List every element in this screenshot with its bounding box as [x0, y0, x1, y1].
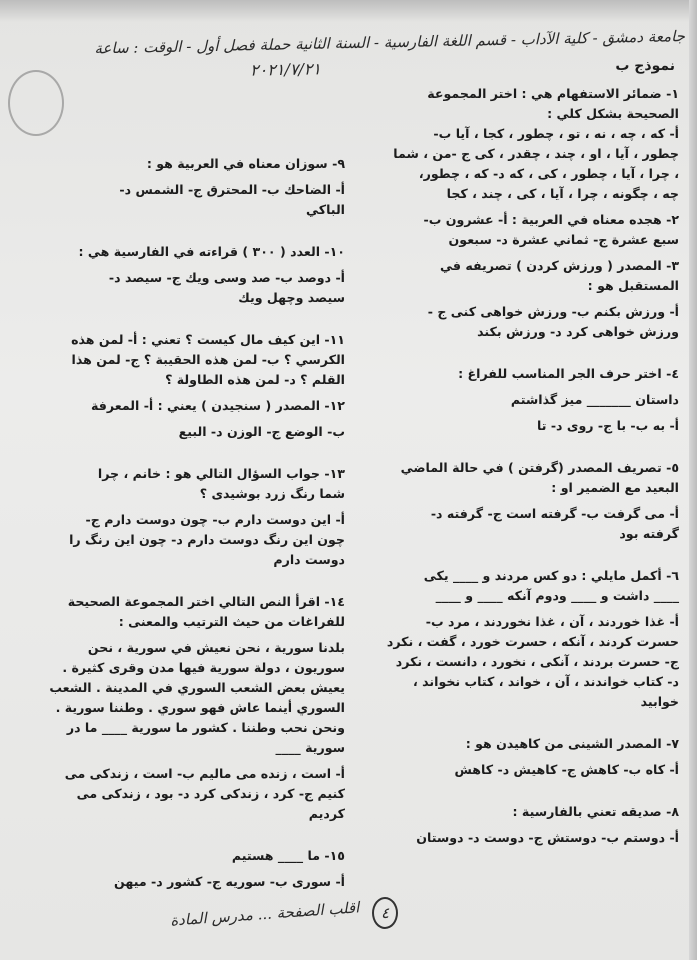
- question-q12: [35, 396, 345, 416]
- question-q8a: [379, 828, 679, 848]
- question-line: ١٠- العدد ( ٣٠٠ ) قراءته في الفارسية هي :: [78, 244, 345, 259]
- question-line: للفراغات من حيث الترتيب والمعنى :: [118, 614, 345, 629]
- question-line: ١١- اين كيف مال كيست ؟ تعني : أ- لمن هذه: [71, 332, 345, 347]
- right-column: [379, 80, 679, 870]
- question-q10: [35, 242, 345, 262]
- question-line: أ- الضاحك ب- المحترق ج- الشمس د-: [119, 182, 345, 197]
- question-line: ٥- تصريف المصدر (گرفتن ) في حالة الماضي: [400, 460, 679, 475]
- question-line: ١- ضمائر الاستفهام هي : اختر المجموعة: [427, 86, 679, 101]
- question-line: خوابيد: [640, 694, 679, 709]
- question-q11: [35, 330, 345, 390]
- question-line: د- كتاب خواندند ، آن ، خواند ، كتاب نخواند ،: [412, 674, 679, 689]
- question-q8: [379, 802, 679, 822]
- question-q14t: [35, 638, 345, 758]
- question-q13: [35, 464, 345, 504]
- question-line: ورزش خواهى كرد د- ورزش بكند: [477, 324, 679, 339]
- left-column: [35, 150, 345, 914]
- question-line: أ- غذا خوردند ، آن ، غذا نخوردند ، مرد ب-: [425, 614, 679, 629]
- question-q4: [379, 364, 679, 384]
- question-line: بلدنا سورية ، نحن نعيش في سورية ، نحن: [87, 640, 345, 655]
- question-line: ، چرا ، آيا ، چطور ، كى ، كه د- كه ، چطور،: [418, 166, 679, 181]
- question-line: ١٣- جواب السؤال التالي هو : خانم ، چرا: [97, 466, 345, 481]
- question-line: شما رنگ زرد بوشيدى ؟: [199, 486, 345, 501]
- question-q3: [379, 256, 679, 296]
- question-q7a: [379, 760, 679, 780]
- paper-edge: [689, 0, 697, 960]
- question-q13a: [35, 510, 345, 570]
- question-line: ____ داشت و ____ ودوم آنكه ____ و ____: [435, 588, 679, 603]
- question-line: الباكي: [306, 202, 345, 217]
- question-line: السوري أينما عاش فهو سوري . وطننا سورية .: [55, 700, 345, 715]
- question-line: أ- مى گرفت ب- گرفته است ج- گرفته د-: [430, 506, 679, 521]
- question-line: چون اين رنگ دوست دارم د- چون اين رنگ را: [69, 532, 345, 547]
- paper-top-shadow: [0, 0, 697, 22]
- question-line: ٨- صديقه تعني بالفارسية :: [512, 804, 679, 819]
- question-line: كرديم: [308, 806, 345, 821]
- question-line: ٣- المصدر ( ورزش كردن ) تصريفه في: [439, 258, 679, 273]
- question-line: أ- كاه ب- كاهش ج- كاهيش د- كاهش: [454, 762, 679, 777]
- question-q9a: [35, 180, 345, 220]
- question-line: يعيش بعض الشعب السوري في المدينة . الشعب: [49, 680, 345, 695]
- question-line: البعيد مع الضمير او :: [551, 480, 679, 495]
- question-line: ج- حسرت بردند ، آنكى ، نخورد ، دانست ، نكرد: [395, 654, 679, 669]
- exam-date: ٢٠٢١/٧/٢١: [249, 59, 322, 80]
- model-label: نموذج ب: [615, 58, 675, 74]
- question-line: ونحن نحب وطننا . كشور ما سورية ____ ما در: [66, 720, 345, 735]
- question-q10a: [35, 268, 345, 308]
- question-q15: [35, 846, 345, 866]
- question-line: گرفته بود: [619, 526, 679, 541]
- question-line: أ- است ، زنده مى ماليم ب- است ، زندكى مى: [64, 766, 345, 781]
- question-line: سبع عشرة ج- ثماني عشرة د- سبعون: [448, 232, 679, 247]
- question-q5: [379, 458, 679, 498]
- question-line: چه ، چگونه ، چرا ، آيا ، كى ، چند ، كجا: [446, 186, 679, 201]
- question-line: ٦- أكمل مايلي : دو كس مردند و ____ يكى: [423, 568, 679, 583]
- question-line: ١٤- اقرأ النص التالي اختر المجموعة الصحيحة: [67, 594, 345, 609]
- question-line: أ- دوصد ب- صد وسى ويك ج- سيصد د-: [108, 270, 345, 285]
- question-q6: [379, 566, 679, 606]
- question-q9: [35, 154, 345, 174]
- question-line: حسرت كردند ، آنكه ، حسرت خورد ، گفت ، نكرد: [386, 634, 679, 649]
- question-line: ٤- اختر حرف الجر المناسب للفراغ :: [458, 366, 679, 381]
- handwritten-header: جامعة دمشق - كلية الآداب - قسم اللغة الفارسية - السنة الثانية حملة فصل أول - الوقت : ساعة: [94, 27, 686, 58]
- question-line: القلم ؟ د- لمن هذه الطاولة ؟: [165, 372, 345, 387]
- question-q4a: [379, 416, 679, 436]
- question-line: داستان _______ ميز گذاشتم: [510, 392, 679, 407]
- question-line: أ- اين دوست دارم ب- چون دوست دارم ج-: [85, 512, 345, 527]
- question-line: ٧- المصدر الشينى من كاهيدن هو :: [465, 736, 679, 751]
- page-number: ٤: [372, 897, 398, 929]
- question-q3a: [379, 302, 679, 342]
- question-line: دوست دارم: [273, 552, 345, 567]
- question-line: أ- به ب- با ج- روى د- تا: [536, 418, 679, 433]
- stamp-seal: [8, 70, 64, 136]
- question-line: كنيم ج- كرد ، زندكى كرد د- بود ، زندكى مى: [76, 786, 345, 801]
- question-q4s: [379, 390, 679, 410]
- question-line: الكرسي ؟ ب- لمن هذه الحقيبة ؟ ج- لمن هذا: [71, 352, 345, 367]
- question-line: ب- الوضع ج- الوزن د- البيع: [178, 424, 345, 439]
- question-line: أ- دوستم ب- دوستش ج- دوست د- دوستان: [416, 830, 679, 845]
- question-line: ٢- هجده معناه في العربية : أ- عشرون ب-: [423, 212, 679, 227]
- question-q12a: [35, 422, 345, 442]
- question-q7: [379, 734, 679, 754]
- question-line: سيصد وچهل ويك: [238, 290, 345, 305]
- question-q14: [35, 592, 345, 632]
- question-line: الصحيحة بشكل كلي :: [547, 106, 679, 121]
- question-line: ١٢- المصدر ( سنجيدن ) يعني : أ- المعرفة: [91, 398, 345, 413]
- question-q14a: [35, 764, 345, 824]
- question-q5a: [379, 504, 679, 544]
- question-line: سورية ____: [275, 740, 345, 755]
- question-line: ٩- سوزان معناه في العربية هو :: [146, 156, 345, 171]
- question-line: أ- سورى ب- سوريه ج- كشور د- ميهن: [114, 874, 345, 889]
- teacher-signature: اقلب الصفحة ... مدرس المادة: [169, 898, 360, 930]
- question-q1: [379, 84, 679, 204]
- question-line: سوريون ، دولة سورية فيها مدن وقرى كثيرة .: [62, 660, 345, 675]
- question-q2: [379, 210, 679, 250]
- question-q6a: [379, 612, 679, 712]
- question-line: أ- كه ، چه ، نه ، تو ، چطور ، كجا ، آيا ب-: [433, 126, 679, 141]
- question-line: ١٥- ما ____ هستيم: [231, 848, 345, 863]
- question-line: المستقبل هو :: [587, 278, 679, 293]
- question-q15a: [35, 872, 345, 892]
- question-line: أ- ورزش بكنم ب- ورزش خواهى كنى ج -: [427, 304, 679, 319]
- question-line: چطور ، آيا ، او ، چند ، چقدر ، كى ج -من ، شما: [393, 146, 679, 161]
